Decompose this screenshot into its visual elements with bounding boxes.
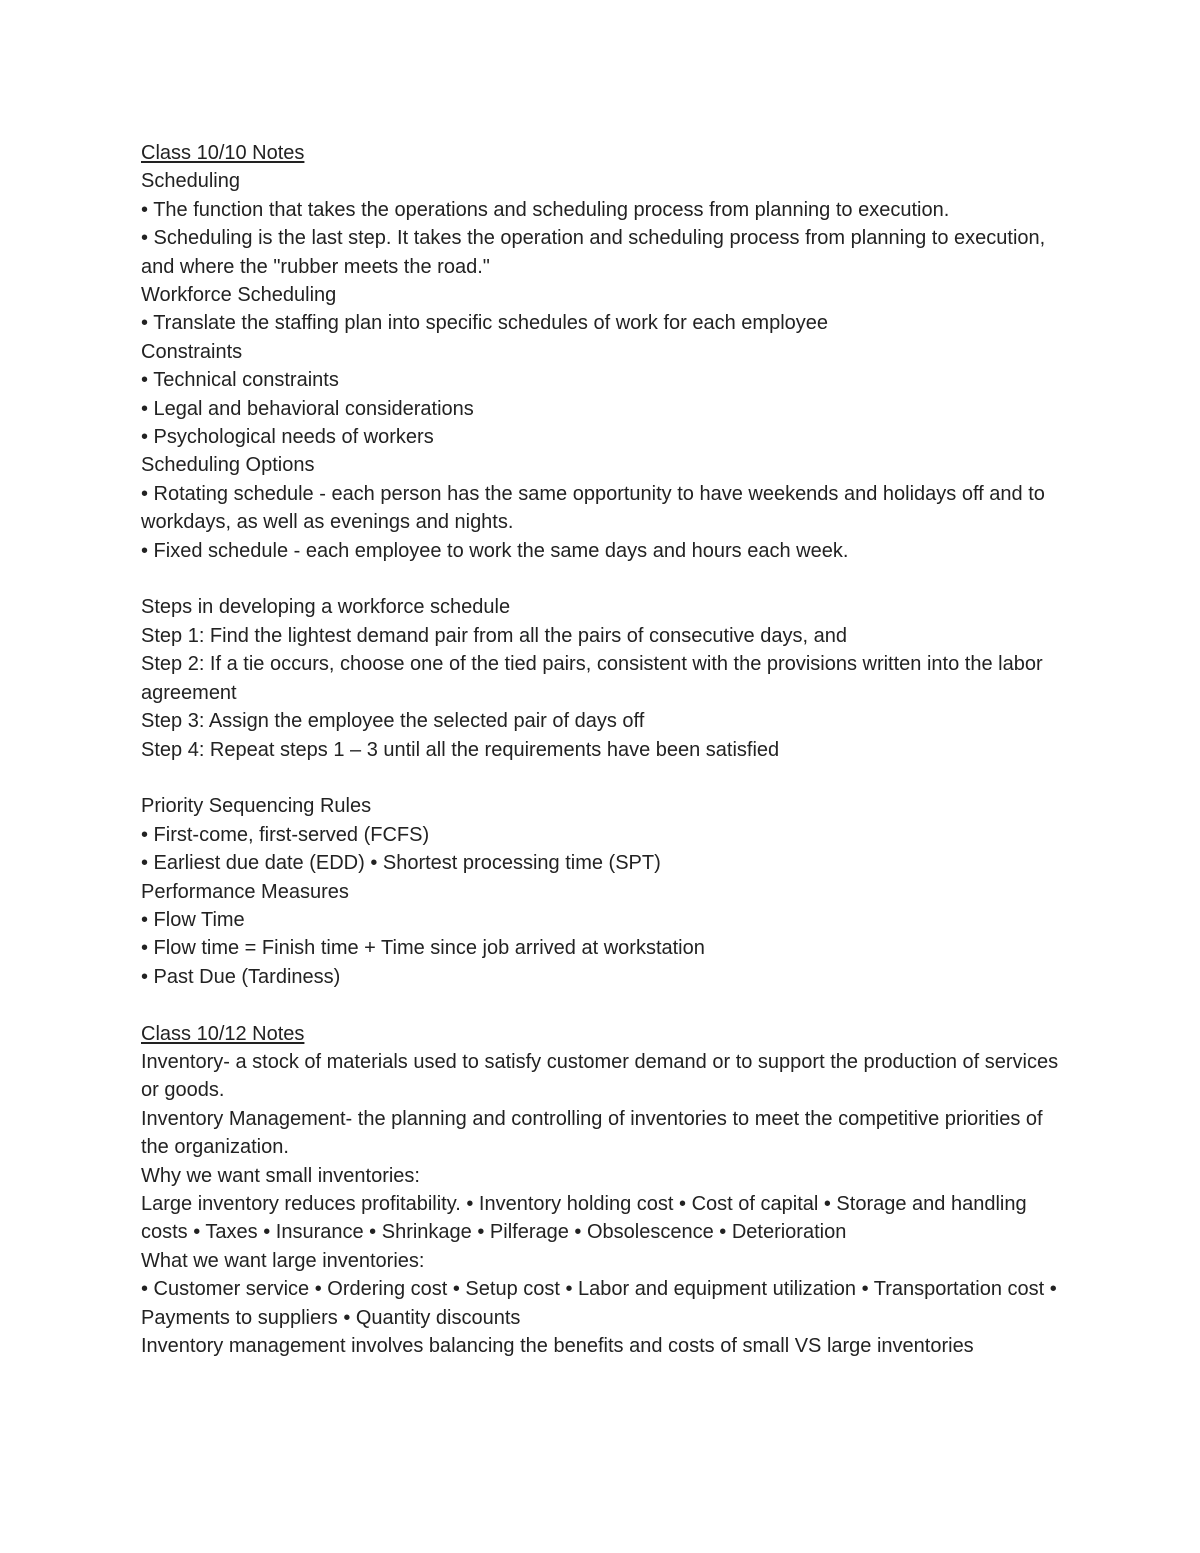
scheduling-bullet: • Scheduling is the last step. It takes the operation and scheduling process from planning to execution, and where the "rubber meets the road." — [141, 227, 1046, 278]
priority-title: Priority Sequencing Rules — [141, 795, 372, 818]
inventory-paragraph: Inventory Management- the planning and controlling of inventories to meet the competitive priorities of the organization. — [141, 1107, 1043, 1159]
performance-bullet: • Flow Time — [141, 908, 245, 931]
blank-line — [141, 764, 1071, 792]
workforce-title: Workforce Scheduling — [141, 284, 337, 307]
constraint-bullet: • Technical constraints — [141, 369, 339, 392]
step-item: Step 1: Find the lightest demand pair from all the pairs of consecutive days, and — [141, 624, 847, 647]
performance-bullet: • Flow time = Finish time + Time since job arrived at workstation — [141, 937, 705, 960]
constraints-title: Constraints — [141, 340, 243, 363]
step-item: Step 2: If a tie occurs, choose one of the tied pairs, consistent with the provisions written into the labor agreement — [141, 653, 1043, 704]
constraint-bullet: • Psychological needs of workers — [141, 426, 434, 449]
class-10-10-heading: Class 10/10 Notes — [141, 142, 305, 164]
inventory-paragraph: • Customer service • Ordering cost • Setup cost • Labor and equipment utilization • Transportation cost • Payments to suppliers • Quantity discounts — [141, 1278, 1057, 1329]
inventory-paragraph: What we want large inventories: — [141, 1249, 425, 1272]
performance-title: Performance Measures — [141, 880, 349, 903]
inventory-paragraph: Inventory- a stock of materials used to satisfy customer demand or to support the production of services or goods. — [141, 1050, 1059, 1102]
step-item: Step 4: Repeat steps 1 – 3 until all the requirements have been satisfied — [141, 738, 780, 761]
scheduling-bullet: • The function that takes the operations and scheduling process from planning to execution. — [141, 198, 950, 221]
priority-bullet: • Earliest due date (EDD) • Shortest processing time (SPT) — [141, 852, 661, 875]
scheduling-title: Scheduling — [141, 170, 240, 193]
constraint-bullet: • Legal and behavioral considerations — [141, 397, 474, 420]
option-bullet: • Rotating schedule - each person has the same opportunity to have weekends and holidays off and to workdays, as well as evenings and nights. — [141, 482, 1045, 534]
blank-line — [141, 991, 1071, 1019]
steps-title: Steps in developing a workforce schedule — [141, 596, 511, 619]
inventory-paragraph: Large inventory reduces profitability. • Inventory holding cost • Cost of capital • Storage and handling costs • Taxes • Insurance • Shrinkage • Pilferage • Obsolescence • Deterioration — [141, 1192, 1027, 1244]
priority-bullet: • First-come, first-served (FCFS) — [141, 823, 430, 846]
blank-line — [141, 565, 1071, 593]
class-10-12-heading: Class 10/12 Notes — [141, 1022, 305, 1045]
inventory-paragraph: Inventory management involves balancing the benefits and costs of small VS large inventories — [141, 1335, 974, 1358]
workforce-bullet: • Translate the staffing plan into specific schedules of work for each employee — [141, 312, 829, 335]
option-bullet: • Fixed schedule - each employee to work the same days and hours each week. — [141, 539, 849, 562]
step-item: Step 3: Assign the employee the selected pair of days off — [141, 710, 645, 733]
performance-bullet: • Past Due (Tardiness) — [141, 965, 341, 988]
document-page — [141, 139, 1071, 1360]
inventory-paragraph: Why we want small inventories: — [141, 1164, 420, 1187]
options-title: Scheduling Options — [141, 454, 315, 477]
